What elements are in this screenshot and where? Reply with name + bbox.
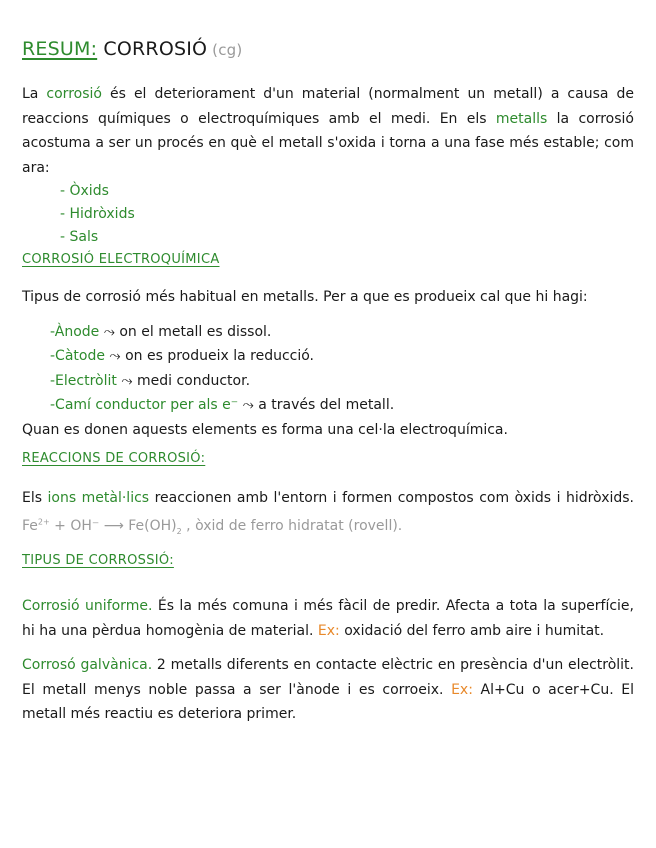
electrochem-paragraph: Tipus de corrosió més habitual en metalls. Per a que es produeix cal que hi hagi: <box>22 289 588 305</box>
uniform-ex-text: oxidació del ferro amb aire i humitat. <box>339 622 605 639</box>
reactions-text-2: reaccionen amb l'entorn i formen compostos com òxids i hidròxids. <box>149 490 634 506</box>
term-cami-conductor: -Camí conductor per als e⁻ <box>50 397 239 413</box>
formula-part-b: + OH⁻ ⟶ Fe(OH) <box>49 518 177 535</box>
notes-page <box>22 38 634 727</box>
uniform-ex-label: Ex: <box>317 622 340 639</box>
heading-electrochem: CORROSIÓ ELECTROQUÍMICA <box>22 252 220 267</box>
desc-anode: ⤳ on el metall es dissol. <box>99 323 272 340</box>
formula-part-a: Fe <box>22 518 38 535</box>
formula-part-c: , òxid de ferro hidratat (rovell). <box>181 518 403 535</box>
galvanic-paragraph <box>22 653 634 727</box>
list-item <box>50 320 634 345</box>
electrochem-closing: Quan es donen aquests elements es forma una cel·la electroquímica. <box>22 421 508 438</box>
term-anode: -Ànode <box>50 323 100 340</box>
term-electrolit: -Electròlit <box>50 372 117 389</box>
term-ions-metallics: ions metàl·lics <box>47 490 150 506</box>
formula-sup: 2+ <box>37 517 50 527</box>
title-resum: RESUM: <box>22 38 98 60</box>
list-item: - Sals <box>60 229 99 245</box>
list-item <box>50 369 634 394</box>
term-galvanic: Corrosó galvànica. <box>22 657 153 674</box>
intro-text-2: és el deteriorament d'un material (normalment un metall) a causa de reaccions químiques o electroquímiques amb el medi. En els <box>22 86 634 127</box>
heading-types: TIPUS DE CORROSSIÓ: <box>22 553 174 569</box>
reactions-text-1: Els <box>22 490 48 506</box>
galvanic-text-2: Al+Cu o acer+Cu. El metall més reactiu es deteriora primer. <box>22 681 634 723</box>
term-catode: -Càtode <box>50 348 105 364</box>
title-author: (cg) <box>207 41 243 59</box>
term-uniform: Corrosió uniforme. <box>22 598 153 615</box>
galvanic-ex-label: Ex: <box>451 681 473 698</box>
intro-paragraph <box>22 82 634 180</box>
formula-sub: 2 <box>176 526 182 536</box>
intro-list <box>22 180 634 249</box>
uniform-text: És la més comuna i més fàcil de predir. Afecta a tota la superfície, hi ha una pèrdua homogènia de material. <box>22 598 634 639</box>
galvanic-text-1: 2 metalls diferents en contacte elèctric en presència d'un electròlit. El metall menys noble passa a ser l'ànode i es corroeix. <box>22 657 634 698</box>
list-item: - Hidròxids <box>60 206 135 222</box>
intro-text-3: la corrosió acostuma a ser un procés en què el metall s'oxida i torna a una fase més estable; com ara: <box>22 110 634 176</box>
intro-term-corrosio: corrosió <box>46 86 102 102</box>
desc-electrolit: ⤳ medi conductor. <box>116 372 251 389</box>
list-item <box>50 344 634 369</box>
desc-catode: ⤳ on es produeix la reducció. <box>104 348 315 364</box>
list-item <box>50 393 634 418</box>
intro-term-metalls: metalls <box>495 110 548 127</box>
reaction-formula <box>22 518 402 534</box>
electrochem-list <box>22 320 634 418</box>
page-title <box>22 38 634 60</box>
uniform-paragraph <box>22 594 634 643</box>
intro-text-1: La <box>22 86 47 102</box>
reactions-paragraph <box>22 486 634 544</box>
list-item: - Òxids <box>60 183 109 199</box>
title-topic: CORROSIÓ <box>97 38 208 60</box>
desc-cami-conductor: ⤳ a través del metall. <box>238 397 395 413</box>
heading-reactions: REACCIONS DE CORROSIÓ: <box>22 451 206 466</box>
